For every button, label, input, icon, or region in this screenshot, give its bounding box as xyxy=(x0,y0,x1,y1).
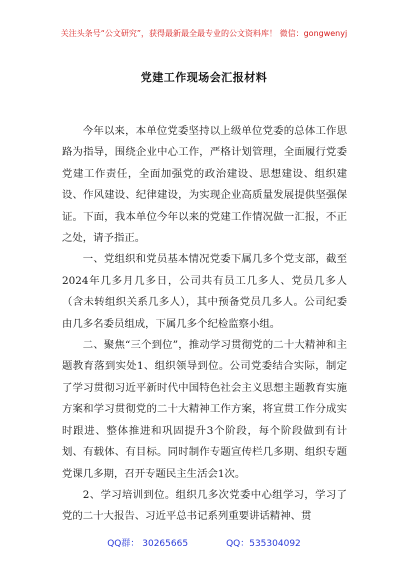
document-title: 党建工作现场会汇报材料 xyxy=(140,71,268,84)
footer-qq: QQ：535304092 xyxy=(226,539,301,549)
paragraph-party-basics: 一、党组织和党员基本情况党委下属几多个党支部，截至2024年几多月几多日，公司共有员工几多人、党员几多人（含未转组织关系几多人），其中预备党员几多人。公司纪委由几多名委员组成，下属几多个纪检监察小组。 xyxy=(62,253,347,330)
document-body xyxy=(62,121,347,528)
paragraph-intro: 今年以来，本单位党委坚持以上级单位党委的总体工作思路为指导，围绕企业中心工作，严格计划管理，全面履行党委党建工作责任，全面加强党的政治建设、思想建设、组织建设、作风建设、纪律建设，为实现企业高质量发展提供坚强保证。下面，我本单位今年以来的党建工作情况做一汇报，不正之处，请予指正。 xyxy=(62,125,347,245)
header-promo-text: 关注头条号“公文研究”，获得最新最全最专业的公文资料库！ 微信：gongwenyj xyxy=(60,29,348,38)
footer-qq-group: QQ群： 30265665 xyxy=(107,539,189,549)
footer-contact xyxy=(0,536,408,549)
paragraph-three-in-place: 二、聚焦“三个到位”，推动学习贯彻党的二十大精神和主题教育落到实处1、组织领导到位。公司党委结合实际，制定了学习贯彻习近平新时代中国特色社会主义思想主题教育实施方案和学习贯彻党的二十大精神工作方案，将宣贯工作分成实时跟进、整体推进和巩固提升3个阶段，每个阶段做到有计划、有载体、有目标。同时制作专题宣传栏几多期、组织专题党课几多期，召开专题民主生活会1次。 xyxy=(62,339,347,480)
paragraph-study-training: 2、学习培训到位。组织几多次党委中心组学习，学习了党的二十大报告、习近平总书记系列重要讲话精神、贯 xyxy=(62,488,347,523)
